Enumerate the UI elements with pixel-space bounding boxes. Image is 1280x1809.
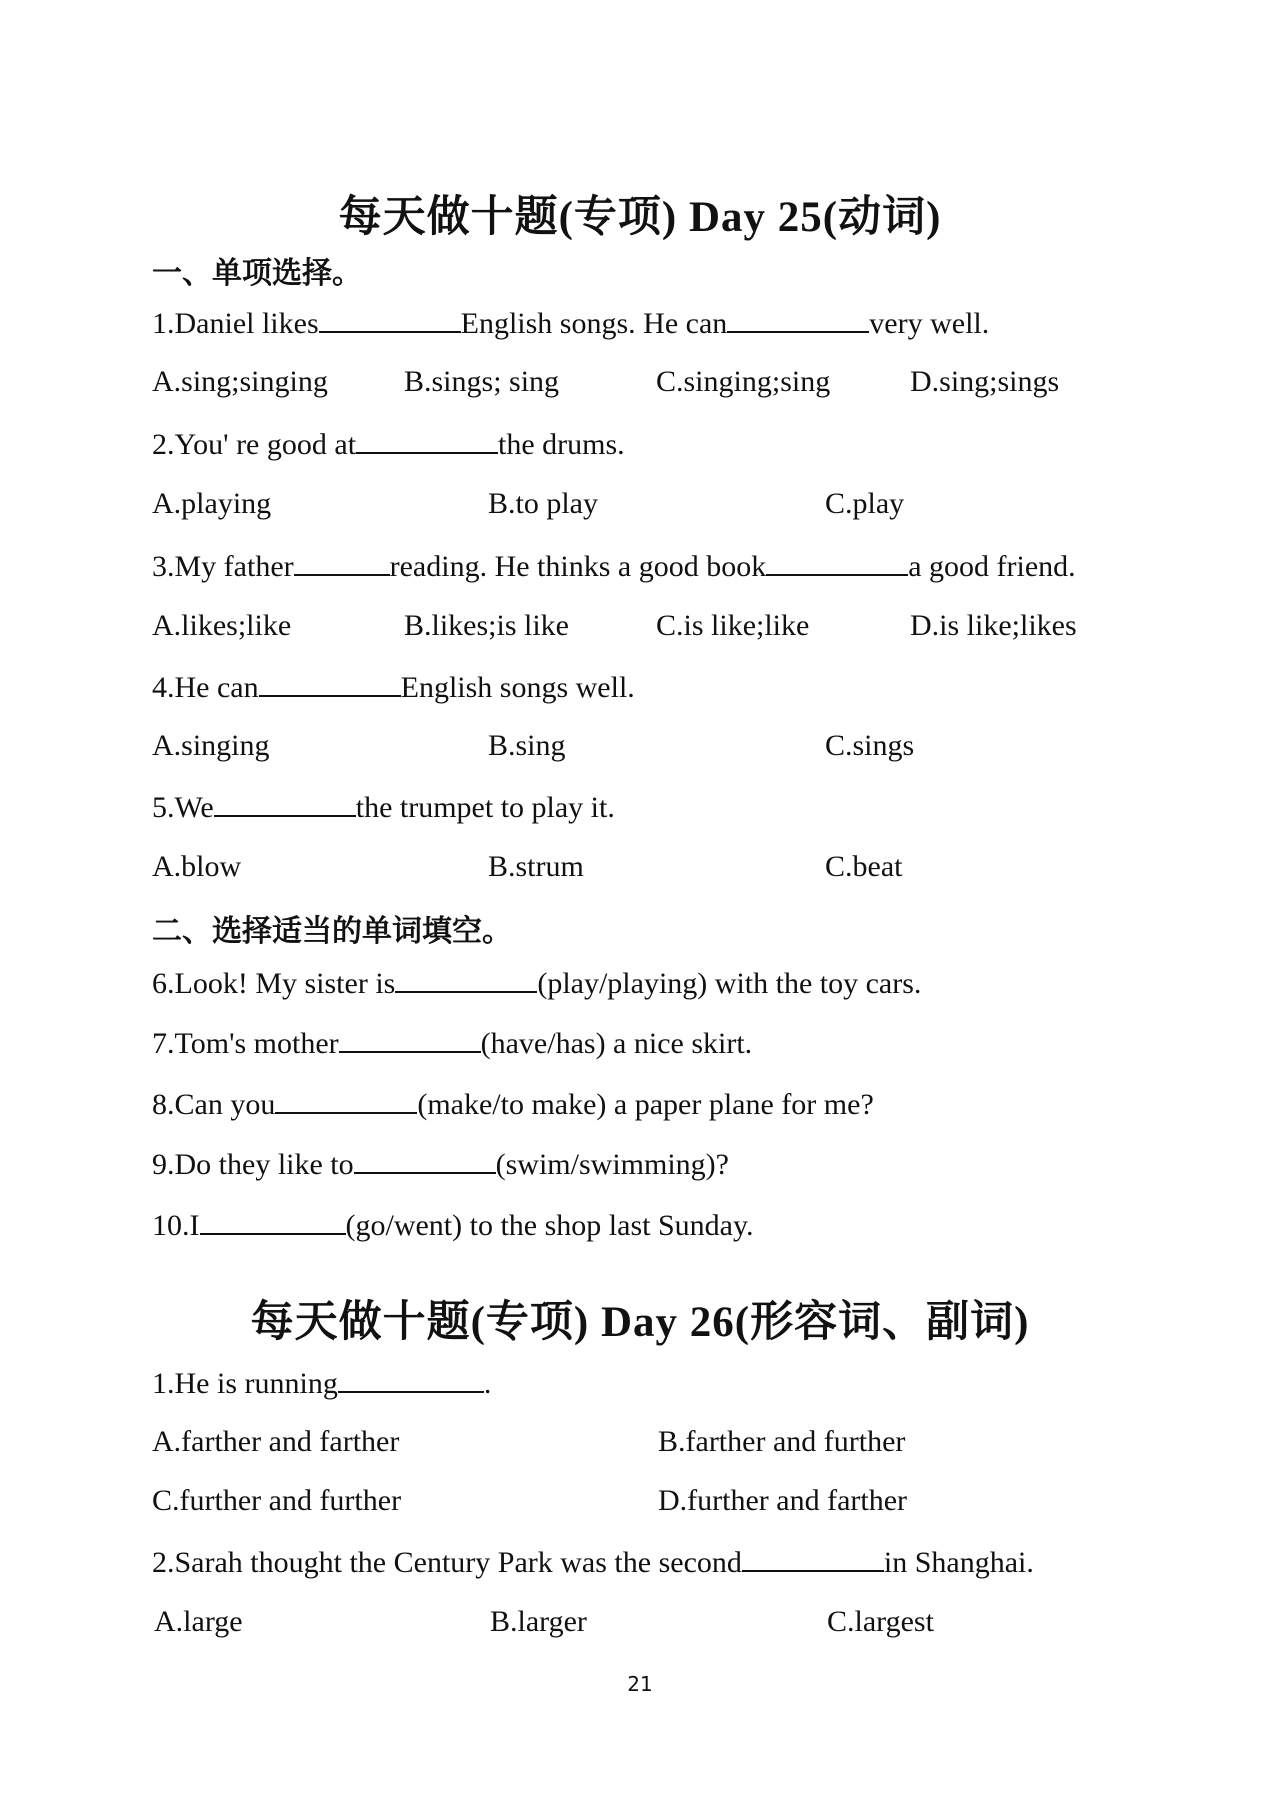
option-c: C.sings	[825, 729, 915, 762]
option-b: B.sings; sing	[404, 365, 560, 398]
question-9: 9.Do they like to (swim/swimming)?	[152, 1148, 729, 1181]
question-4: 4.He can English songs well.	[152, 671, 635, 704]
option-b: B.likes;is like	[404, 609, 569, 642]
option-b: B.sing	[488, 729, 566, 762]
option-a: A.farther and farther	[152, 1425, 400, 1458]
answer-blank	[354, 1148, 496, 1174]
option-b: B.farther and further	[658, 1425, 906, 1458]
answer-blank	[356, 428, 498, 454]
option-b: B.strum	[488, 850, 584, 883]
option-a: A.blow	[152, 850, 242, 883]
answer-blank	[275, 1088, 417, 1114]
option-c: C.play	[825, 487, 905, 520]
answer-blank	[727, 307, 869, 333]
option-c: C.largest	[827, 1605, 934, 1638]
answer-blank	[742, 1546, 884, 1572]
question-2: 2.You' re good at the drums.	[152, 428, 625, 461]
question-10: 10.I (go/went) to the shop last Sunday.	[152, 1209, 754, 1242]
question-2: 2.Sarah thought the Century Park was the second in Shanghai.	[152, 1546, 1034, 1579]
answer-blank	[214, 791, 356, 817]
option-c: C.singing;sing	[656, 365, 831, 398]
question-1: 1.Daniel likes English songs. He can very well.	[152, 307, 990, 340]
option-c: C.is like;like	[656, 609, 810, 642]
option-a: A.sing;singing	[152, 365, 328, 398]
answer-blank	[766, 550, 908, 576]
question-3: 3.My father reading. He thinks a good book a good friend.	[152, 550, 1076, 583]
page-number: 21	[627, 1672, 653, 1696]
answer-blank	[338, 1367, 484, 1393]
option-b: B.larger	[490, 1605, 587, 1638]
option-d: D.is like;likes	[910, 609, 1077, 642]
section-multiple-choice-heading: 一、单项选择。	[152, 256, 362, 291]
answer-blank	[319, 307, 461, 333]
option-a: A.singing	[152, 729, 270, 762]
answer-blank	[294, 550, 390, 576]
answer-blank	[200, 1209, 346, 1235]
option-d: D.sing;sings	[910, 365, 1060, 398]
option-c: C.further and further	[152, 1484, 402, 1517]
answer-blank	[395, 967, 537, 993]
day26-title: 每天做十题(专项) Day 26(形容词、副词)	[250, 1299, 1030, 1346]
option-a: A.large	[154, 1605, 243, 1638]
question-7: 7.Tom's mother (have/has) a nice skirt.	[152, 1027, 753, 1060]
option-a: A.likes;like	[152, 609, 292, 642]
option-a: A.playing	[152, 487, 272, 520]
answer-blank	[259, 671, 401, 697]
question-1: 1.He is running .	[152, 1367, 492, 1400]
question-8: 8.Can you (make/to make) a paper plane for me?	[152, 1088, 874, 1121]
answer-blank	[339, 1027, 481, 1053]
question-6: 6.Look! My sister is (play/playing) with the toy cars.	[152, 967, 922, 1000]
question-5: 5.We the trumpet to play it.	[152, 791, 615, 824]
option-b: B.to play	[488, 487, 598, 520]
option-d: D.further and farther	[658, 1484, 908, 1517]
day25-title: 每天做十题(专项) Day 25(动词)	[338, 194, 942, 241]
option-c: C.beat	[825, 850, 903, 883]
section-fill-in-heading: 二、选择适当的单词填空。	[152, 914, 512, 949]
